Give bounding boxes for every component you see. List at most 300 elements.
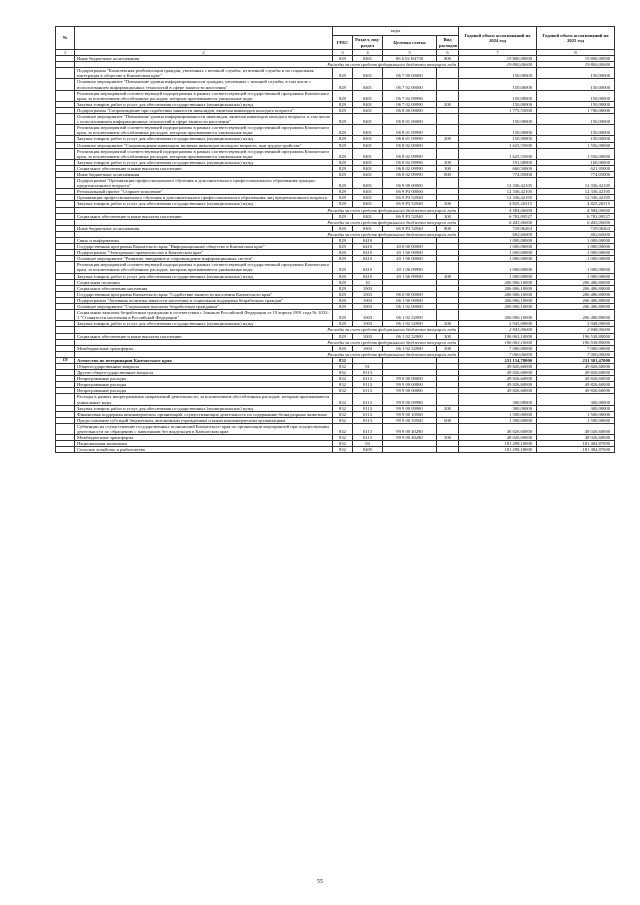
row-section-cell: 0401	[353, 142, 383, 148]
row-target-item-cell: 06 7 02 00000	[383, 79, 437, 90]
row-number-cell	[56, 310, 75, 321]
row-amount-2024-cell: 1 000,00000	[459, 273, 537, 279]
row-section-cell: 0401	[353, 90, 383, 101]
row-grbs-cell: 829	[333, 291, 353, 297]
row-section-cell: 0410	[353, 250, 383, 256]
row-expense-type-cell	[437, 125, 459, 136]
row-target-item-cell: 06 8 00 00000	[383, 107, 437, 113]
row-grbs-cell: 829	[333, 101, 353, 107]
row-name-cell: Государственная программа Камчатского края "Информационное общество в Камчатском крае"	[75, 244, 333, 250]
column-index-cell: 7	[459, 50, 537, 56]
row-amount-2024-cell: 181 298,18000	[459, 441, 537, 447]
row-amount-2025-cell: 150,00000	[537, 114, 615, 125]
row-number-cell	[56, 90, 75, 101]
row-name-cell: Иные бюджетные ассигнования	[75, 56, 333, 62]
row-amount-2024-cell: 150,00000	[459, 101, 537, 107]
row-target-item-cell: 99 9 00 40280	[383, 435, 437, 441]
row-expense-type-cell	[437, 262, 459, 273]
row-amount-2025-cell: 206 486,80000	[537, 279, 615, 285]
row-expense-type-cell: 600	[437, 417, 459, 423]
row-name-cell: Непрограммные расходы	[75, 376, 333, 382]
column-index-cell: 2	[75, 50, 333, 56]
row-amount-2025-cell: 1 500,00000	[537, 411, 615, 417]
row-expense-type-cell: 200	[437, 101, 459, 107]
row-grbs-cell: 829	[333, 310, 353, 321]
row-target-item-cell: 06 8 02 09990	[383, 165, 437, 171]
row-grbs-cell: 832	[333, 435, 353, 441]
row-amount-2025-cell: 181 484,87000	[537, 441, 615, 447]
row-amount-2025-cell: 12 336,42105	[537, 195, 615, 201]
table-row	[56, 447, 615, 453]
row-expense-type-cell	[437, 148, 459, 159]
header-no: №	[56, 27, 75, 50]
row-amount-2025-cell: 7 000,00000	[537, 351, 615, 357]
row-section-cell: 0113	[353, 388, 383, 394]
row-target-item-cell: 99 9 00 09980	[383, 405, 437, 411]
row-grbs-cell: 829	[333, 68, 353, 79]
row-amount-2025-cell: 1 000,00000	[537, 273, 615, 279]
row-section-cell: 1003	[353, 291, 383, 297]
column-index-cell: 8	[537, 50, 615, 56]
row-grbs-cell: 829	[333, 125, 353, 136]
row-expense-type-cell: 200	[437, 201, 459, 207]
row-amount-2024-cell: 1 000,00000	[459, 250, 537, 256]
row-grbs-cell: 832	[333, 370, 353, 376]
row-expense-type-cell: 300	[437, 333, 459, 339]
row-target-item-cell: 06 9 P3 52940	[383, 213, 437, 219]
row-section-cell: 0410	[353, 244, 383, 250]
page-number: 55	[317, 879, 323, 885]
row-section-cell: 0401	[353, 189, 383, 195]
row-target-item-cell: 20 1 06 09990	[383, 262, 437, 273]
row-amount-2025-cell: 2 948,00000	[537, 327, 615, 333]
row-name-cell: Социальное обеспечение населения	[75, 285, 333, 291]
row-amount-2024-cell: 7 000,00000	[459, 351, 537, 357]
row-name-cell: Основное мероприятие "Повышение уровня информированности граждан, уволенных с военной службы, в том числе с использованием информационных технологий в сфере занятости населения"	[75, 79, 333, 90]
row-amount-2025-cell: 49 826,60000	[537, 388, 615, 394]
row-section-cell: 0113	[353, 405, 383, 411]
row-amount-2024-cell: 19 800,00000	[459, 62, 537, 68]
row-name-cell: Субвенции на осуществление государственных полномочий Камчатского края по организации мероприятий при осуществлении деятельности по обращению с животными без владельцев в Камчатском крае	[75, 423, 333, 434]
row-number-cell	[56, 423, 75, 434]
row-target-item-cell	[383, 447, 437, 453]
row-amount-2025-cell: 1 000,00000	[537, 244, 615, 250]
row-grbs-cell: 829	[333, 213, 353, 219]
row-number-cell	[56, 114, 75, 125]
row-amount-2025-cell: 231 301,47000	[537, 357, 615, 363]
row-amount-2024-cell: 6 782,09527	[459, 213, 537, 219]
row-amount-2024-cell: 300,00000	[459, 394, 537, 405]
header-csr: Целевая статья	[383, 36, 437, 50]
row-number-cell	[56, 68, 75, 79]
row-section-cell: 0401	[353, 213, 383, 219]
row-target-item-cell: 99 9 00 00000	[383, 382, 437, 388]
row-grbs-cell: 829	[333, 201, 353, 207]
row-target-item-cell: 99 9 00 40280	[383, 423, 437, 434]
row-target-item-cell: 06 9 P3 52940	[383, 201, 437, 207]
row-target-item-cell: 06 8 01 09990	[383, 136, 437, 142]
row-amount-2025-cell: 150,00000	[537, 136, 615, 142]
row-grbs-cell: 829	[333, 297, 353, 303]
row-section-cell: 1003	[353, 345, 383, 351]
row-target-item-cell: 06 8 01 09990	[383, 125, 437, 136]
header-rzpr: Раздел, под-раздел	[353, 36, 383, 50]
row-name-cell: Реализация мероприятий соответствующей подпрограммы в рамках соответствующей государственной программы Камчатского края, за исключением обособленных расходов, которым присваиваются уникальные коды	[75, 90, 333, 101]
row-target-item-cell: 06 9 P3 52940	[383, 225, 437, 231]
row-number-cell	[56, 447, 75, 453]
row-name-cell: Агентство по ветеринарии Камчатского края	[75, 357, 333, 363]
row-section-cell: 0401	[353, 165, 383, 171]
table-row	[56, 114, 615, 125]
row-target-item-cell: 99 0 00 00000	[383, 376, 437, 382]
row-name-cell: Социальное обеспечение и иные выплаты населению	[75, 165, 333, 171]
row-section-cell: 0401	[353, 148, 383, 159]
row-name-cell: Реализация мероприятий соответствующей подпрограммы в рамках соответствующей государственной программы Камчатского края, за исключением обособленных расходов, которым присваиваются уникальные коды	[75, 125, 333, 136]
row-name-cell: Социальные выплаты безработным гражданам в соответствии с Законом Российской Федерации от 19 апреля 1991 года № 1032-1 "О занятости населения в Российской Федерации"	[75, 310, 333, 321]
row-section-cell: 0113	[353, 376, 383, 382]
row-amount-2025-cell: 19 800,00000	[537, 56, 615, 62]
row-target-item-cell: 06 9 P3 00000	[383, 189, 437, 195]
table-row	[56, 178, 615, 189]
column-index-cell: 3	[333, 50, 353, 56]
row-expense-type-cell: 200	[437, 405, 459, 411]
row-target-item-cell: 06 9 00 00000	[383, 178, 437, 189]
table-row	[56, 79, 615, 90]
row-amount-2024-cell: 49 826,60000	[459, 388, 537, 394]
row-amount-2024-cell: 48 026,60000	[459, 423, 537, 434]
row-amount-2025-cell: 49 826,60000	[537, 382, 615, 388]
row-name-cell: Государственная программа Камчатского края "Содействие занятости населения Камчатского края"	[75, 291, 333, 297]
row-target-item-cell: 20 0 00 00000	[383, 244, 437, 250]
row-section-cell: 0401	[353, 56, 383, 62]
row-amount-2025-cell: 48 026,60000	[537, 435, 615, 441]
row-target-item-cell: 06 1 02 00000	[383, 304, 437, 310]
row-section-cell: 01	[353, 363, 383, 369]
row-section-cell: 0401	[353, 101, 383, 107]
row-expense-type-cell: 200	[437, 136, 459, 142]
row-amount-2024-cell: 1 625,55000	[459, 142, 537, 148]
row-amount-2024-cell: 1 625,55000	[459, 148, 537, 159]
row-name-cell: Другие общегосударственные вопросы	[75, 370, 333, 376]
row-expense-type-cell: 300	[437, 165, 459, 171]
row-amount-2025-cell: 206 486,80000	[537, 310, 615, 321]
row-expense-type-cell: 800	[437, 225, 459, 231]
row-name-cell: Предоставление субсидий бюджетным, автономным учреждениям и иным некоммерческим организациям	[75, 417, 333, 423]
row-section-cell: 0401	[353, 171, 383, 177]
row-target-item-cell: 99 9 00 00000	[383, 388, 437, 394]
row-note-cell: Расходы за счет средств федерального бюджета текущего года	[75, 231, 459, 237]
row-amount-2025-cell: 196 538,80000	[537, 339, 615, 345]
row-section-cell: 0410	[353, 238, 383, 244]
row-section-cell: 0410	[353, 273, 383, 279]
row-expense-type-cell: 300	[437, 213, 459, 219]
row-section-cell: 0401	[353, 201, 383, 207]
row-name-cell: Общегосударственные вопросы	[75, 363, 333, 369]
row-grbs-cell: 829	[333, 159, 353, 165]
row-grbs-cell: 832	[333, 423, 353, 434]
row-amount-2024-cell: 12 336,42105	[459, 189, 537, 195]
row-amount-2024-cell: 1 000,00000	[459, 262, 537, 273]
row-amount-2024-cell: 1 500,00000	[459, 417, 537, 423]
row-grbs-cell: 832	[333, 357, 353, 363]
row-note-cell: Расходы за счет средств федерального бюджета текущего года	[75, 339, 459, 345]
row-amount-2024-cell: 150,00000	[459, 114, 537, 125]
row-amount-2024-cell: 49 826,60000	[459, 363, 537, 369]
row-grbs-cell: 832	[333, 394, 353, 405]
budget-table	[55, 26, 615, 453]
row-grbs-cell: 829	[333, 178, 353, 189]
row-target-item-cell: 06 8 01 00000	[383, 114, 437, 125]
row-grbs-cell: 832	[333, 441, 353, 447]
row-amount-2024-cell: 150,00000	[459, 90, 537, 101]
row-amount-2025-cell: 2 948,00000	[537, 321, 615, 327]
row-amount-2025-cell: 1 500,00000	[537, 417, 615, 423]
row-section-cell: 1003	[353, 321, 383, 327]
row-section-cell: 0401	[353, 79, 383, 90]
row-name-cell: Закупка товаров, работ и услуг для обеспечения государственных (муниципальных) нужд	[75, 136, 333, 142]
row-name-cell: Связь и информатика	[75, 238, 333, 244]
row-target-item-cell: 99 9 00 09980	[383, 394, 437, 405]
row-grbs-cell: 832	[333, 382, 353, 388]
row-amount-2024-cell: 150,00000	[459, 125, 537, 136]
row-grbs-cell: 829	[333, 165, 353, 171]
row-amount-2025-cell: 181 484,87000	[537, 447, 615, 453]
row-amount-2025-cell: 1 556,00000	[537, 142, 615, 148]
row-number-cell	[56, 148, 75, 159]
row-section-cell: 1003	[353, 304, 383, 310]
row-expense-type-cell: 200	[437, 159, 459, 165]
row-target-item-cell: 06 6 02 R4730	[383, 56, 437, 62]
row-grbs-cell: 829	[333, 114, 353, 125]
row-name-cell: Подпрограмма "Активная политика занятости населения и социальная поддержка безработных граждан"	[75, 297, 333, 303]
row-number-cell: 19	[56, 357, 75, 363]
row-section-cell: 0405	[353, 447, 383, 453]
row-name-cell: Основное мероприятие "Повышение уровня информированности инвалидов, включая инвалидов молодого возраста, в том числе с использованием информационных технологий в сфере занятости населения"	[75, 114, 333, 125]
row-section-cell: 0401	[353, 68, 383, 79]
row-target-item-cell: 06 1 02 52900	[383, 345, 437, 351]
row-amount-2024-cell: 660,50000	[459, 165, 537, 171]
row-amount-2024-cell: 1 775,55000	[459, 107, 537, 113]
row-grbs-cell: 829	[333, 345, 353, 351]
row-target-item-cell: 06 7 02 09990	[383, 90, 437, 101]
row-expense-type-cell: 200	[437, 273, 459, 279]
row-grbs-cell: 829	[333, 285, 353, 291]
row-amount-2024-cell: 196 063,10000	[459, 333, 537, 339]
row-grbs-cell: 829	[333, 56, 353, 62]
table-row	[56, 262, 615, 273]
row-expense-type-cell	[437, 90, 459, 101]
row-grbs-cell: 829	[333, 238, 353, 244]
row-amount-2025-cell: 206 486,80000	[537, 304, 615, 310]
row-amount-2024-cell: 300,00000	[459, 405, 537, 411]
row-number-cell	[56, 125, 75, 136]
row-grbs-cell: 829	[333, 148, 353, 159]
row-section-cell: 0113	[353, 411, 383, 417]
row-note-cell: Расходы за счет средств федерального бюджета текущего года	[75, 327, 459, 333]
row-grbs-cell: 832	[333, 411, 353, 417]
row-section-cell: 1003	[353, 285, 383, 291]
row-grbs-cell: 829	[333, 244, 353, 250]
row-amount-2024-cell: 206 006,10000	[459, 304, 537, 310]
row-grbs-cell: 832	[333, 447, 353, 453]
row-amount-2025-cell: 19 800,00000	[537, 62, 615, 68]
row-section-cell: 0113	[353, 394, 383, 405]
row-amount-2024-cell: 774,05000	[459, 171, 537, 177]
row-amount-2024-cell: 729,06263	[459, 225, 537, 231]
row-amount-2025-cell: 1 000,00000	[537, 238, 615, 244]
row-amount-2024-cell: 231 154,78000	[459, 357, 537, 363]
row-target-item-cell: 20 1 00 00000	[383, 250, 437, 256]
row-amount-2025-cell: 48 026,60000	[537, 423, 615, 434]
row-name-cell: Основное мероприятие "Сопровождение инвалидов, включая инвалидов молодого возраста, при трудоустройстве"	[75, 142, 333, 148]
row-expense-type-cell: 800	[437, 56, 459, 62]
column-index-cell: 4	[353, 50, 383, 56]
row-amount-2025-cell: 6 782,09527	[537, 213, 615, 219]
row-section-cell: 1003	[353, 297, 383, 303]
row-grbs-cell: 829	[333, 107, 353, 113]
row-amount-2025-cell: 621,95000	[537, 165, 615, 171]
row-name-cell: Закупка товаров, работ и услуг для обеспечения государственных (муниципальных) нужд	[75, 321, 333, 327]
row-grbs-cell: 832	[333, 405, 353, 411]
row-section-cell: 0113	[353, 370, 383, 376]
row-amount-2024-cell: 181 298,18000	[459, 447, 537, 453]
header-2025: Годовой объем ассигнований на 2025 год	[537, 27, 615, 50]
row-grbs-cell: 829	[333, 256, 353, 262]
row-grbs-cell: 829	[333, 189, 353, 195]
row-expense-type-cell: 200	[437, 321, 459, 327]
row-amount-2025-cell: 6 443,00000	[537, 219, 615, 225]
row-amount-2025-cell: 12 336,42105	[537, 189, 615, 195]
row-amount-2025-cell: 4 584,00000	[537, 207, 615, 213]
row-name-cell: Финансовая поддержка некоммерческих организаций, осуществляющих деятельность по содержанию безнадзорных животных	[75, 411, 333, 417]
row-amount-2024-cell: 150,00000	[459, 136, 537, 142]
row-amount-2024-cell: 2 943,00000	[459, 321, 537, 327]
row-amount-2025-cell: 12 336,42105	[537, 178, 615, 189]
row-target-item-cell: 06 1 00 00000	[383, 297, 437, 303]
row-name-cell: Социальное обеспечение и иные выплаты населению	[75, 213, 333, 219]
row-expense-type-cell	[437, 79, 459, 90]
row-amount-2025-cell: 1 000,00000	[537, 262, 615, 273]
row-amount-2025-cell: 206 486,80000	[537, 285, 615, 291]
row-grbs-cell: 829	[333, 90, 353, 101]
row-note-cell: Расходы за счет средств федерального бюджета текущего года	[75, 62, 459, 68]
row-section-cell: 0113	[353, 435, 383, 441]
row-expense-type-cell	[437, 310, 459, 321]
row-target-item-cell: 06 8 02 09990	[383, 171, 437, 177]
row-amount-2025-cell: 49 826,60000	[537, 370, 615, 376]
row-section-cell: 1003	[353, 333, 383, 339]
table-row	[56, 423, 615, 434]
row-amount-2025-cell: 150,00000	[537, 68, 615, 79]
row-grbs-cell: 829	[333, 279, 353, 285]
table-row	[56, 90, 615, 101]
header-name	[75, 27, 333, 50]
row-amount-2024-cell: 150,00000	[459, 68, 537, 79]
row-grbs-cell: 829	[333, 273, 353, 279]
row-name-cell: Закупка товаров, работ и услуг для обеспечения государственных (муниципальных) нужд	[75, 405, 333, 411]
header-2024: Годовой объем ассигнований на 2024 год	[459, 27, 537, 50]
row-amount-2024-cell: 206 006,10000	[459, 310, 537, 321]
row-section-cell: 1003	[353, 310, 383, 321]
table-row	[56, 125, 615, 136]
column-index-cell: 5	[383, 50, 437, 56]
row-name-cell: Непрограммные расходы	[75, 382, 333, 388]
row-name-cell: Региональный проект "Старшее поколение"	[75, 189, 333, 195]
row-name-cell: Подпрограмма "Комплексная реабилитация граждан, уволенных с военной службы, из военной службы и их социальная интеграция в обществе в Камчатском крае"	[75, 68, 333, 79]
row-name-cell: Закупка товаров, работ и услуг для обеспечения государственных (муниципальных) нужд	[75, 273, 333, 279]
row-expense-type-cell	[437, 423, 459, 434]
row-target-item-cell: 20 1 06 00000	[383, 256, 437, 262]
row-amount-2025-cell: 774,05000	[537, 171, 615, 177]
row-name-cell: Сельское хозяйство и рыболовство	[75, 447, 333, 453]
row-section-cell: 0401	[353, 114, 383, 125]
row-target-item-cell: 99 9 00 10560	[383, 411, 437, 417]
row-grbs-cell: 832	[333, 376, 353, 382]
row-grbs-cell: 829	[333, 250, 353, 256]
row-section-cell: 0113	[353, 382, 383, 388]
row-amount-2025-cell: 206 486,80000	[537, 291, 615, 297]
row-name-cell: Иные бюджетные ассигнования	[75, 171, 333, 177]
row-name-cell: Закупка товаров, работ и услуг для обеспечения государственных (муниципальных) нужд	[75, 159, 333, 165]
row-amount-2024-cell: 19 800,00000	[459, 56, 537, 62]
row-name-cell: Реализация мероприятий соответствующей подпрограммы в рамках соответствующей государственной программы Камчатского края, за исключением обособленных расходов, которым присваиваются уникальные коды	[75, 262, 333, 273]
row-grbs-cell: 829	[333, 304, 353, 310]
row-grbs-cell: 829	[333, 136, 353, 142]
row-number-cell	[56, 262, 75, 273]
column-index-cell: 1	[56, 50, 75, 56]
row-expense-type-cell: 800	[437, 171, 459, 177]
row-target-item-cell: 06 1 02 52900	[383, 321, 437, 327]
row-number-cell	[56, 178, 75, 189]
row-amount-2025-cell: 160,00000	[537, 159, 615, 165]
row-amount-2024-cell: 6 443,00000	[459, 219, 537, 225]
row-section-cell: 0401	[353, 136, 383, 142]
row-amount-2025-cell: 150,00000	[537, 125, 615, 136]
row-amount-2024-cell: 4 584,00000	[459, 207, 537, 213]
row-note-cell: Расходы за счет средств федерального бюджета текущего года	[75, 219, 459, 225]
row-target-item-cell: 06 7 00 00000	[383, 68, 437, 79]
row-name-cell: Непрограммные расходы	[75, 388, 333, 394]
row-name-cell: Иные бюджетные ассигнования	[75, 225, 333, 231]
row-amount-2025-cell: 206 486,80000	[537, 297, 615, 303]
row-section-cell: 10	[353, 279, 383, 285]
row-amount-2025-cell: 1 000,00000	[537, 250, 615, 256]
row-amount-2025-cell: 150,00000	[537, 79, 615, 90]
row-amount-2024-cell: 692,60000	[459, 231, 537, 237]
row-grbs-cell: 832	[333, 417, 353, 423]
row-name-cell: Социальная политика	[75, 279, 333, 285]
row-name-cell: Закупка товаров, работ и услуг для обеспечения государственных (муниципальных) нужд	[75, 201, 333, 207]
row-amount-2024-cell: 1 000,00000	[459, 256, 537, 262]
table-row	[56, 148, 615, 159]
row-amount-2024-cell: 1 000,00000	[459, 244, 537, 250]
row-amount-2025-cell: 150,00000	[537, 101, 615, 107]
row-section-cell: 0401	[353, 159, 383, 165]
row-section-cell: 0410	[353, 256, 383, 262]
row-section-cell: 0401	[353, 195, 383, 201]
row-name-cell: Подпрограмма "Сопровождение при содействии занятости инвалидов, включая инвалидов молодого возраста"	[75, 107, 333, 113]
budget-table-body	[56, 50, 615, 453]
row-name-cell: Социальное обеспечение и иные выплаты населению	[75, 333, 333, 339]
row-amount-2025-cell: 7 000,00000	[537, 345, 615, 351]
row-target-item-cell: 99 9 00 10560	[383, 417, 437, 423]
row-amount-2024-cell: 49 826,60000	[459, 376, 537, 382]
row-grbs-cell: 832	[333, 388, 353, 394]
row-grbs-cell: 829	[333, 321, 353, 327]
row-name-cell: Основное мероприятие "Социальные выплаты безработным гражданам"	[75, 304, 333, 310]
row-amount-2024-cell: 48 026,60000	[459, 435, 537, 441]
header-vr: Вид расходов	[437, 36, 459, 50]
